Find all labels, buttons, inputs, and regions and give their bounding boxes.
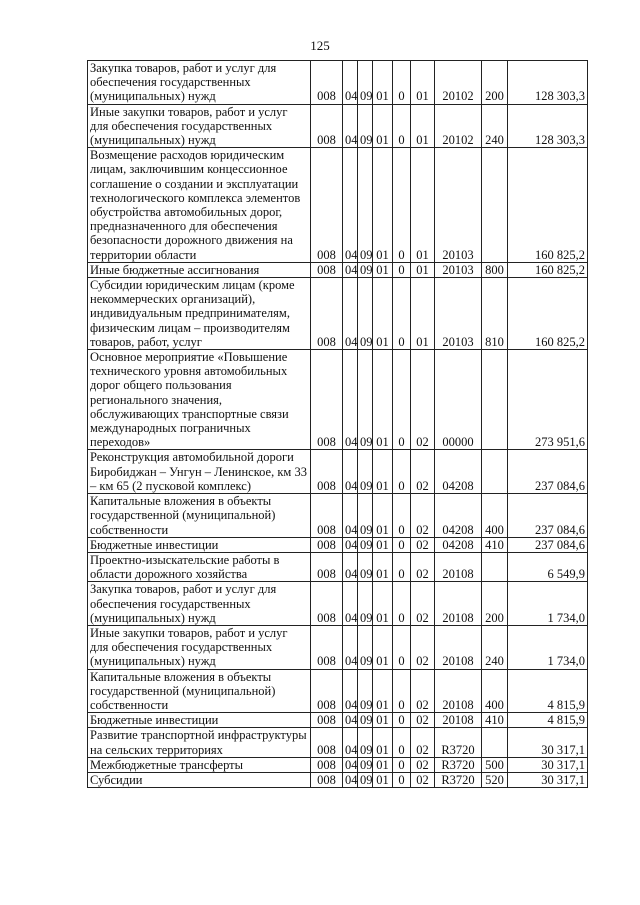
direction-code-cell: 20108 bbox=[435, 582, 482, 626]
section-code-cell: 04 bbox=[343, 450, 358, 494]
sum-cell: 237 084,6 bbox=[508, 450, 588, 494]
program-code-cell: 01 bbox=[373, 582, 393, 626]
program-code-cell: 01 bbox=[373, 262, 393, 277]
event-code-cell: 02 bbox=[411, 669, 435, 713]
sum-cell: 30 317,1 bbox=[508, 772, 588, 787]
section-code-cell: 04 bbox=[343, 148, 358, 263]
sum-cell: 237 084,6 bbox=[508, 494, 588, 538]
event-code-cell: 01 bbox=[411, 148, 435, 263]
direction-code-cell: 20108 bbox=[435, 713, 482, 728]
section-code-cell: 04 bbox=[343, 552, 358, 581]
section-code-cell: 04 bbox=[343, 262, 358, 277]
subprogram-code-cell: 0 bbox=[393, 757, 411, 772]
expense-type-cell: 200 bbox=[482, 61, 508, 105]
row-name-cell: Межбюджетные трансферты bbox=[88, 757, 311, 772]
row-name-cell: Основное мероприятие «Повышение технического уровня автомобильных дорог общего пользования регионального значения, обслуживающих транспортные связи международных пограничных переходов» bbox=[88, 350, 311, 450]
event-code-cell: 02 bbox=[411, 537, 435, 552]
sum-cell: 237 084,6 bbox=[508, 537, 588, 552]
budget-table bbox=[87, 60, 588, 788]
program-code-cell: 01 bbox=[373, 494, 393, 538]
expense-type-cell: 400 bbox=[482, 494, 508, 538]
row-name-cell: Иные бюджетные ассигнования bbox=[88, 262, 311, 277]
subsection-code-cell: 09 bbox=[358, 61, 373, 105]
section-code-cell: 04 bbox=[343, 350, 358, 450]
program-code-cell: 01 bbox=[373, 552, 393, 581]
event-code-cell: 02 bbox=[411, 757, 435, 772]
table-row bbox=[88, 728, 588, 757]
expense-type-cell: 400 bbox=[482, 669, 508, 713]
event-code-cell: 02 bbox=[411, 582, 435, 626]
subprogram-code-cell: 0 bbox=[393, 278, 411, 350]
admin-code-cell: 008 bbox=[311, 450, 343, 494]
section-code-cell: 04 bbox=[343, 772, 358, 787]
admin-code-cell: 008 bbox=[311, 669, 343, 713]
admin-code-cell: 008 bbox=[311, 625, 343, 669]
direction-code-cell: R3720 bbox=[435, 728, 482, 757]
subprogram-code-cell: 0 bbox=[393, 148, 411, 263]
sum-cell: 128 303,3 bbox=[508, 104, 588, 148]
section-code-cell: 04 bbox=[343, 278, 358, 350]
table-row bbox=[88, 772, 588, 787]
admin-code-cell: 008 bbox=[311, 713, 343, 728]
event-code-cell: 02 bbox=[411, 713, 435, 728]
subprogram-code-cell: 0 bbox=[393, 104, 411, 148]
program-code-cell: 01 bbox=[373, 350, 393, 450]
section-code-cell: 04 bbox=[343, 537, 358, 552]
subprogram-code-cell: 0 bbox=[393, 625, 411, 669]
table-row bbox=[88, 494, 588, 538]
program-code-cell: 01 bbox=[373, 278, 393, 350]
admin-code-cell: 008 bbox=[311, 772, 343, 787]
row-name-cell: Капитальные вложения в объекты государственной (муниципальной) собственности bbox=[88, 669, 311, 713]
event-code-cell: 01 bbox=[411, 278, 435, 350]
subsection-code-cell: 09 bbox=[358, 450, 373, 494]
expense-type-cell: 410 bbox=[482, 713, 508, 728]
expense-type-cell: 240 bbox=[482, 104, 508, 148]
expense-type-cell: 810 bbox=[482, 278, 508, 350]
table-row bbox=[88, 278, 588, 350]
sum-cell: 160 825,2 bbox=[508, 148, 588, 263]
row-name-cell: Бюджетные инвестиции bbox=[88, 713, 311, 728]
row-name-cell: Реконструкция автомобильной дороги Биробиджан – Унгун – Ленинское, км 33 – км 65 (2 пусковой комплекс) bbox=[88, 450, 311, 494]
event-code-cell: 01 bbox=[411, 61, 435, 105]
table-row bbox=[88, 669, 588, 713]
table-row bbox=[88, 61, 588, 105]
sum-cell: 4 815,9 bbox=[508, 713, 588, 728]
row-name-cell: Закупка товаров, работ и услуг для обеспечения государственных (муниципальных) нужд bbox=[88, 61, 311, 105]
subsection-code-cell: 09 bbox=[358, 552, 373, 581]
table-row bbox=[88, 350, 588, 450]
direction-code-cell: R3720 bbox=[435, 757, 482, 772]
expense-type-cell: 410 bbox=[482, 537, 508, 552]
admin-code-cell: 008 bbox=[311, 278, 343, 350]
direction-code-cell: 20108 bbox=[435, 625, 482, 669]
subsection-code-cell: 09 bbox=[358, 728, 373, 757]
row-name-cell: Закупка товаров, работ и услуг для обеспечения государственных (муниципальных) нужд bbox=[88, 582, 311, 626]
section-code-cell: 04 bbox=[343, 104, 358, 148]
event-code-cell: 02 bbox=[411, 494, 435, 538]
event-code-cell: 01 bbox=[411, 262, 435, 277]
admin-code-cell: 008 bbox=[311, 61, 343, 105]
table-row bbox=[88, 450, 588, 494]
subsection-code-cell: 09 bbox=[358, 537, 373, 552]
subprogram-code-cell: 0 bbox=[393, 582, 411, 626]
row-name-cell: Возмещение расходов юридическим лицам, заключившим концессионное соглашение о создании и эксплуатации технологического комплекса элементов обустройства автомобильных дорог, предназначенного для обеспечения безопасности дорожного движения на территории области bbox=[88, 148, 311, 263]
section-code-cell: 04 bbox=[343, 669, 358, 713]
event-code-cell: 02 bbox=[411, 625, 435, 669]
program-code-cell: 01 bbox=[373, 61, 393, 105]
subsection-code-cell: 09 bbox=[358, 262, 373, 277]
direction-code-cell: 04208 bbox=[435, 494, 482, 538]
direction-code-cell: 20103 bbox=[435, 278, 482, 350]
row-name-cell: Субсидии bbox=[88, 772, 311, 787]
subprogram-code-cell: 0 bbox=[393, 772, 411, 787]
sum-cell: 6 549,9 bbox=[508, 552, 588, 581]
section-code-cell: 04 bbox=[343, 61, 358, 105]
event-code-cell: 02 bbox=[411, 728, 435, 757]
admin-code-cell: 008 bbox=[311, 262, 343, 277]
expense-type-cell bbox=[482, 350, 508, 450]
table-row bbox=[88, 713, 588, 728]
subprogram-code-cell: 0 bbox=[393, 669, 411, 713]
program-code-cell: 01 bbox=[373, 728, 393, 757]
subprogram-code-cell: 0 bbox=[393, 537, 411, 552]
expense-type-cell: 800 bbox=[482, 262, 508, 277]
row-name-cell: Капитальные вложения в объекты государственной (муниципальной) собственности bbox=[88, 494, 311, 538]
subprogram-code-cell: 0 bbox=[393, 61, 411, 105]
program-code-cell: 01 bbox=[373, 450, 393, 494]
event-code-cell: 02 bbox=[411, 350, 435, 450]
row-name-cell: Бюджетные инвестиции bbox=[88, 537, 311, 552]
direction-code-cell: 20102 bbox=[435, 61, 482, 105]
table-row bbox=[88, 625, 588, 669]
direction-code-cell: 20103 bbox=[435, 148, 482, 263]
sum-cell: 160 825,2 bbox=[508, 278, 588, 350]
direction-code-cell: 04208 bbox=[435, 450, 482, 494]
expense-type-cell bbox=[482, 148, 508, 263]
row-name-cell: Иные закупки товаров, работ и услуг для обеспечения государственных (муниципальных) нужд bbox=[88, 625, 311, 669]
expense-type-cell: 200 bbox=[482, 582, 508, 626]
direction-code-cell: 20103 bbox=[435, 262, 482, 277]
section-code-cell: 04 bbox=[343, 713, 358, 728]
table-row bbox=[88, 582, 588, 626]
direction-code-cell: 20108 bbox=[435, 552, 482, 581]
expense-type-cell bbox=[482, 552, 508, 581]
subprogram-code-cell: 0 bbox=[393, 450, 411, 494]
subsection-code-cell: 09 bbox=[358, 104, 373, 148]
row-name-cell: Иные закупки товаров, работ и услуг для обеспечения государственных (муниципальных) нужд bbox=[88, 104, 311, 148]
program-code-cell: 01 bbox=[373, 772, 393, 787]
sum-cell: 4 815,9 bbox=[508, 669, 588, 713]
table-row bbox=[88, 262, 588, 277]
admin-code-cell: 008 bbox=[311, 537, 343, 552]
table-row bbox=[88, 537, 588, 552]
subsection-code-cell: 09 bbox=[358, 148, 373, 263]
section-code-cell: 04 bbox=[343, 757, 358, 772]
admin-code-cell: 008 bbox=[311, 757, 343, 772]
program-code-cell: 01 bbox=[373, 148, 393, 263]
table-row bbox=[88, 104, 588, 148]
budget-table-body bbox=[88, 61, 588, 788]
expense-type-cell bbox=[482, 728, 508, 757]
subprogram-code-cell: 0 bbox=[393, 728, 411, 757]
sum-cell: 273 951,6 bbox=[508, 350, 588, 450]
event-code-cell: 01 bbox=[411, 104, 435, 148]
section-code-cell: 04 bbox=[343, 625, 358, 669]
event-code-cell: 02 bbox=[411, 772, 435, 787]
table-row bbox=[88, 148, 588, 263]
subsection-code-cell: 09 bbox=[358, 713, 373, 728]
direction-code-cell: 00000 bbox=[435, 350, 482, 450]
expense-type-cell bbox=[482, 450, 508, 494]
subprogram-code-cell: 0 bbox=[393, 713, 411, 728]
program-code-cell: 01 bbox=[373, 625, 393, 669]
table-row bbox=[88, 552, 588, 581]
table-row bbox=[88, 757, 588, 772]
subsection-code-cell: 09 bbox=[358, 582, 373, 626]
expense-type-cell: 500 bbox=[482, 757, 508, 772]
admin-code-cell: 008 bbox=[311, 350, 343, 450]
program-code-cell: 01 bbox=[373, 104, 393, 148]
row-name-cell: Субсидии юридическим лицам (кроме некоммерческих организаций), индивидуальным предпринимателям, физическим лицам – производителям товаров, работ, услуг bbox=[88, 278, 311, 350]
expense-type-cell: 240 bbox=[482, 625, 508, 669]
sum-cell: 30 317,1 bbox=[508, 757, 588, 772]
admin-code-cell: 008 bbox=[311, 494, 343, 538]
subprogram-code-cell: 0 bbox=[393, 350, 411, 450]
program-code-cell: 01 bbox=[373, 537, 393, 552]
subprogram-code-cell: 0 bbox=[393, 494, 411, 538]
sum-cell: 1 734,0 bbox=[508, 582, 588, 626]
sum-cell: 160 825,2 bbox=[508, 262, 588, 277]
sum-cell: 128 303,3 bbox=[508, 61, 588, 105]
admin-code-cell: 008 bbox=[311, 728, 343, 757]
direction-code-cell: 20108 bbox=[435, 669, 482, 713]
event-code-cell: 02 bbox=[411, 552, 435, 581]
direction-code-cell: 20102 bbox=[435, 104, 482, 148]
subsection-code-cell: 09 bbox=[358, 625, 373, 669]
section-code-cell: 04 bbox=[343, 494, 358, 538]
sum-cell: 30 317,1 bbox=[508, 728, 588, 757]
program-code-cell: 01 bbox=[373, 713, 393, 728]
program-code-cell: 01 bbox=[373, 669, 393, 713]
admin-code-cell: 008 bbox=[311, 148, 343, 263]
subsection-code-cell: 09 bbox=[358, 757, 373, 772]
subsection-code-cell: 09 bbox=[358, 350, 373, 450]
subsection-code-cell: 09 bbox=[358, 772, 373, 787]
admin-code-cell: 008 bbox=[311, 582, 343, 626]
row-name-cell: Проектно-изыскательские работы в области дорожного хозяйства bbox=[88, 552, 311, 581]
expense-type-cell: 520 bbox=[482, 772, 508, 787]
subsection-code-cell: 09 bbox=[358, 494, 373, 538]
page-number: 125 bbox=[310, 38, 330, 53]
admin-code-cell: 008 bbox=[311, 104, 343, 148]
sum-cell: 1 734,0 bbox=[508, 625, 588, 669]
subsection-code-cell: 09 bbox=[358, 669, 373, 713]
direction-code-cell: R3720 bbox=[435, 772, 482, 787]
section-code-cell: 04 bbox=[343, 728, 358, 757]
direction-code-cell: 04208 bbox=[435, 537, 482, 552]
admin-code-cell: 008 bbox=[311, 552, 343, 581]
row-name-cell: Развитие транспортной инфраструктуры на сельских территориях bbox=[88, 728, 311, 757]
program-code-cell: 01 bbox=[373, 757, 393, 772]
subprogram-code-cell: 0 bbox=[393, 262, 411, 277]
subprogram-code-cell: 0 bbox=[393, 552, 411, 581]
event-code-cell: 02 bbox=[411, 450, 435, 494]
section-code-cell: 04 bbox=[343, 582, 358, 626]
subsection-code-cell: 09 bbox=[358, 278, 373, 350]
